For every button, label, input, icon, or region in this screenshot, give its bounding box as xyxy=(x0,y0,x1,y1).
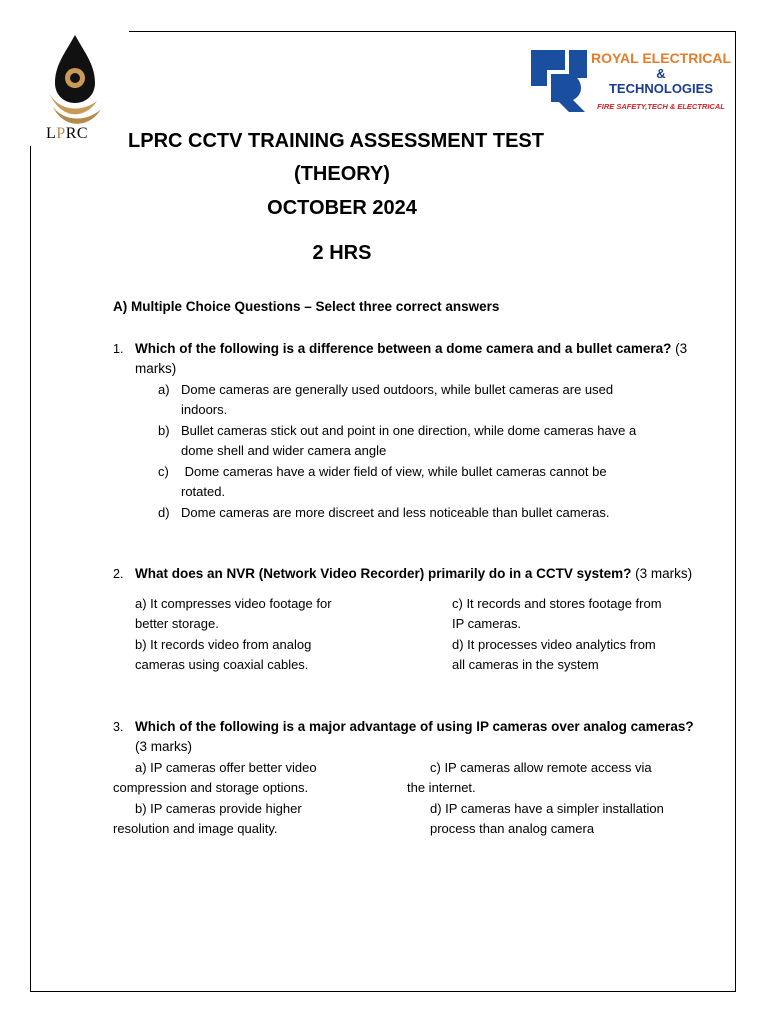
question-number: 3. xyxy=(113,720,124,734)
option-text: Bullet cameras stick out and point in one direction, while dome cameras have a xyxy=(181,423,637,438)
option-letter: d) xyxy=(158,505,170,520)
option-c-cont: IP cameras. xyxy=(452,616,522,631)
question-text xyxy=(135,339,687,360)
option-d-cont: all cameras in the system xyxy=(452,657,599,672)
question-prompt: Which of the following is a difference between a dome camera and a bullet camera? xyxy=(135,341,672,356)
option-letter: b) xyxy=(158,423,170,438)
option-d: d) It processes video analytics from xyxy=(452,637,656,652)
flame-drop-icon xyxy=(19,31,129,131)
option-c: c) It records and stores footage from xyxy=(452,596,662,611)
option-c: c) IP cameras allow remote access via xyxy=(430,760,652,775)
option-letter: a) xyxy=(158,382,170,397)
option-b: b) It records video from analog xyxy=(135,637,312,652)
test-title: LPRC CCTV TRAINING ASSESSMENT TEST xyxy=(128,130,544,152)
question-number: 2. xyxy=(113,567,124,581)
question-text xyxy=(135,717,694,738)
option-text: Dome cameras are more discreet and less noticeable than bullet cameras. xyxy=(181,505,610,520)
rt-monogram-icon xyxy=(529,48,591,114)
logo-brand-line2: TECHNOLOGIES xyxy=(608,81,713,96)
question-prompt: What does an NVR (Network Video Recorder) primarily do in a CCTV system? xyxy=(135,566,632,581)
royal-electrical-logo xyxy=(529,48,735,114)
option-b-cont: resolution and image quality. xyxy=(113,821,278,836)
section-a-heading: A) Multiple Choice Questions – Select three correct answers xyxy=(113,299,500,314)
option-a-cont: compression and storage options. xyxy=(113,780,309,795)
option-letter: c) xyxy=(158,464,169,479)
option-c-cont: the internet. xyxy=(407,780,476,795)
lprc-logo xyxy=(19,31,129,146)
logo-brand-line1: ROYAL ELECTRICAL xyxy=(590,50,731,66)
question-marks: (3 xyxy=(671,341,688,356)
question-text xyxy=(135,564,692,585)
option-d: d) IP cameras have a simpler installation xyxy=(430,801,664,816)
lprc-logo-text: LPRC xyxy=(46,125,89,142)
option-text-cont: dome shell and wider camera angle xyxy=(181,443,387,458)
option-text: Dome cameras have a wider field of view, while bullet cameras cannot be xyxy=(181,464,607,479)
option-text-cont: indoors. xyxy=(181,402,228,417)
option-a: a) It compresses video footage for xyxy=(135,596,332,611)
option-d-cont: process than analog camera xyxy=(430,821,595,836)
question-marks-cont: marks) xyxy=(135,361,177,376)
question-number: 1. xyxy=(113,342,124,356)
logo-tagline: FIRE SAFETY,TECH & ELECTRICAL xyxy=(597,102,725,111)
option-b-cont: cameras using coaxial cables. xyxy=(135,657,309,672)
option-a-cont: better storage. xyxy=(135,616,219,631)
logo-brand-ampersand: & xyxy=(656,66,666,81)
test-subtitle: (THEORY) xyxy=(294,163,390,185)
option-text-cont: rotated. xyxy=(181,484,226,499)
option-text: Dome cameras are generally used outdoors, while bullet cameras are used xyxy=(181,382,614,397)
question-marks: (3 marks) xyxy=(135,739,192,754)
test-duration: 2 HRS xyxy=(312,242,372,264)
option-b: b) IP cameras provide higher xyxy=(135,801,302,816)
question-marks: (3 marks) xyxy=(631,566,693,581)
question-prompt: Which of the following is a major advantage of using IP cameras over analog cameras? xyxy=(135,719,694,734)
option-a: a) IP cameras offer better video xyxy=(135,760,317,775)
test-date: OCTOBER 2024 xyxy=(267,197,417,219)
